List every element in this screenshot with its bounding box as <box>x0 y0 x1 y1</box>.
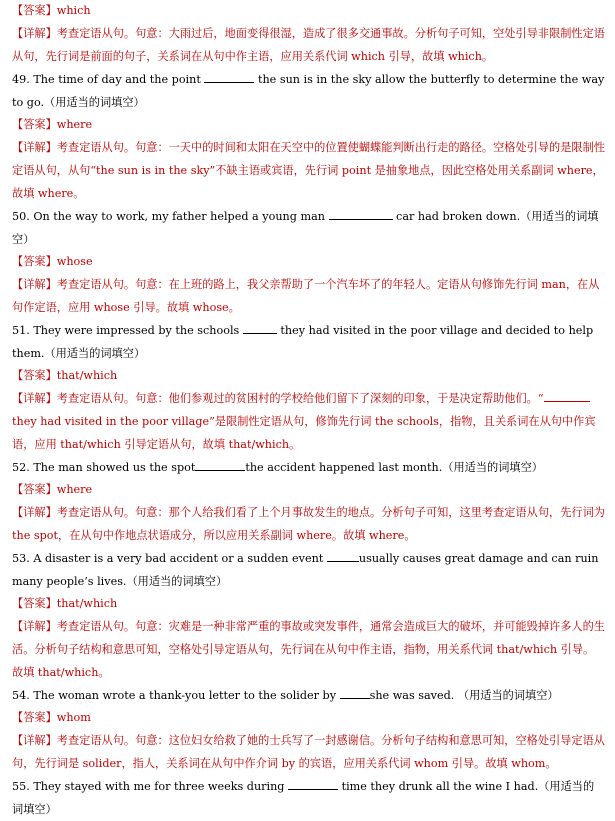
question-text: 55. They stayed with me for three weeks during <box>12 780 289 793</box>
question-text: car had broken down.（用适当的词填空） <box>12 210 599 246</box>
blank-underline <box>195 458 245 471</box>
explanation-text: 【详解】考查定语从句。句意：那个人给我们看了上个月事故发生的地点。分析句子可知，这里考查定语从句，先行词为 the spot，在从句中作地点状语成分，所以应用关系副词 where。故填 where。 <box>12 506 605 542</box>
explanation-text: 【详解】考查定语从句。句意：灾难是一种非常严重的事故或突发事件，通常会造成巨大的破坏，并可能毁掉许多人的生活。分析句子结构和意思可知，空格处引导定语从句，先行词在从句中作主语，指物，用关系代词 that/which 引导。故填 that/which。 <box>12 620 605 679</box>
question-text: time they drunk all the wine I had.（用适当的词填空） <box>12 780 595 816</box>
blank-underline <box>243 321 277 334</box>
blank-underline <box>204 70 254 83</box>
blank-underline <box>329 207 393 220</box>
blank-underline <box>544 389 590 402</box>
question-text: the sun is in the sky allow the butterfly to determine the way to go.（用适当的词填空） <box>12 73 605 109</box>
answer-line: 【答案】whom <box>12 711 91 724</box>
explanation-text: 【详解】考查定语从句。句意：这位妇女给救了她的士兵写了一封感谢信。分析句子结构和意思可知，空格处引导定语从句，先行词是 solider，指人，关系词在从句中作介词 by 的宾语，应用关系代词 whom 引导。故填 whom。 <box>12 734 605 770</box>
question-54 <box>12 684 605 707</box>
question-text: they had visited in the poor village and decided to help them.（用适当的词填空） <box>12 324 594 360</box>
explanation-text: 【详解】考查定语从句。句意：一天中的时间和太阳在天空中的位置使蝴蝶能判断出行走的路径。空格处引导的是限制性定语从句，从句“the sun is in the sky”不缺主语或宾语，先行词 point 是抽象地点，因此空格处用关系副词 where，故填 where。 <box>12 141 605 200</box>
explanation-segment: they had visited in the poor village”是限制性定语从句，修饰先行词 the schools，指物，且关系词在从句中作宾语，应用 that/which 引导定语从句，故填 that/which。 <box>12 415 596 451</box>
answer-line: 【答案】that/which <box>12 369 118 382</box>
question-53 <box>12 547 605 593</box>
explanation-text: 【详解】考查定语从句。句意：在上班的路上，我父亲帮助了一个汽车坏了的年轻人。定语从句修饰先行词 man，在从句作定语，应用 whose 引导。故填 whose。 <box>12 278 600 314</box>
question-text: the accident happened last month.（用适当的词填空） <box>245 461 543 474</box>
question-text: 50. On the way to work, my father helped a young man <box>12 210 329 223</box>
question-51 <box>12 319 605 365</box>
answer-line: 【答案】which <box>12 4 91 17</box>
question-text: 54. The woman wrote a thank-you letter to the solider by <box>12 689 340 702</box>
answer-line: 【答案】whose <box>12 255 93 268</box>
question-text: 51. They were impressed by the schools <box>12 324 243 337</box>
explanation-segment: 【详解】考查定语从句。句意：他们参观过的贫困村的学校给他们留下了深刻的印象，于是决定帮助他们。“ <box>12 392 544 405</box>
answer-line: 【答案】where <box>12 118 93 131</box>
question-text: she was saved. （用适当的词填空） <box>369 689 559 702</box>
question-55 <box>12 775 605 821</box>
question-text: 52. The man showed us the spot <box>12 461 196 474</box>
answer-line: 【答案】where <box>12 483 93 496</box>
answer-line: 【答案】that/which <box>12 597 118 610</box>
explanation-text: 【详解】考查定语从句。句意：大雨过后，地面变得很湿，造成了很多交通事故。分析句子可知，空处引导非限制性定语从句，先行词是前面的句子，关系词在从句中作主语，应用关系代词 which 引导，故填 which。 <box>12 27 605 63</box>
explanation-text <box>12 387 605 456</box>
blank-underline <box>327 549 359 562</box>
question-50 <box>12 205 605 251</box>
blank-underline <box>340 686 370 699</box>
question-text: 49. The time of day and the point <box>12 73 205 86</box>
question-text: usually causes great damage and can ruin many people’s lives.（用适当的词填空） <box>12 552 599 588</box>
question-52 <box>12 456 605 479</box>
question-49 <box>12 68 605 114</box>
question-text: 53. A disaster is a very bad accident or a sudden event <box>12 552 327 565</box>
